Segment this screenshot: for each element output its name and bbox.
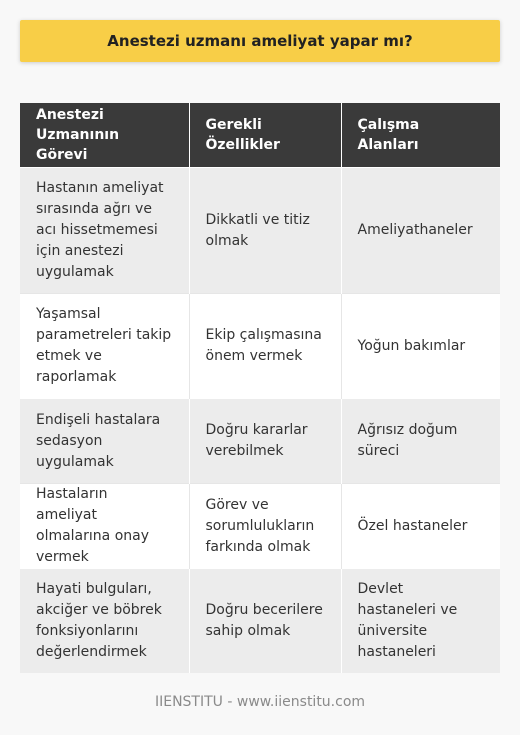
table-cell-qualities: Doğru kararlar verebilmek <box>189 399 341 484</box>
info-table <box>20 103 500 673</box>
table-cell-workplaces: Yoğun bakımlar <box>341 294 500 399</box>
table-cell-workplaces: Özel hastaneler <box>341 484 500 569</box>
page-title: Anestezi uzmanı ameliyat yapar mı? <box>107 32 413 50</box>
table-cell-qualities: Görev ve sorumlulukların farkında olmak <box>189 484 341 569</box>
table-cell-qualities: Dikkatli ve titiz olmak <box>189 168 341 294</box>
table-cell-duty: Yaşamsal parametreleri takip etmek ve raporlamak <box>20 294 189 399</box>
column-header-duty: Anestezi Uzmanının Görevi <box>20 103 189 168</box>
table-row <box>20 168 500 294</box>
footer-credit: IIENSTITU - www.iienstitu.com <box>154 694 366 710</box>
table-row <box>20 294 500 399</box>
table-cell-duty: Hastanın ameliyat sırasında ağrı ve acı hissetmemesi için anestezi uygulamak <box>20 168 189 294</box>
table-row <box>20 569 500 674</box>
table-row <box>20 484 500 569</box>
column-header-qualities: Gerekli Özellikler <box>189 103 341 168</box>
table-cell-workplaces: Ağrısız doğum süreci <box>341 399 500 484</box>
table-cell-duty: Hastaların ameliyat olmalarına onay vermek <box>20 484 189 569</box>
table-cell-workplaces: Ameliyathaneler <box>341 168 500 294</box>
table-header-row <box>20 103 500 168</box>
table-cell-workplaces: Devlet hastaneleri ve üniversite hastaneleri <box>341 569 500 674</box>
column-header-workplaces: Çalışma Alanları <box>341 103 500 168</box>
title-banner <box>20 20 500 62</box>
table-cell-duty: Endişeli hastalara sedasyon uygulamak <box>20 399 189 484</box>
table-cell-qualities: Doğru becerilere sahip olmak <box>189 569 341 674</box>
table-cell-qualities: Ekip çalışmasına önem vermek <box>189 294 341 399</box>
table-cell-duty: Hayati bulguları, akciğer ve böbrek fonksiyonlarını değerlendirmek <box>20 569 189 674</box>
table-row <box>20 399 500 484</box>
